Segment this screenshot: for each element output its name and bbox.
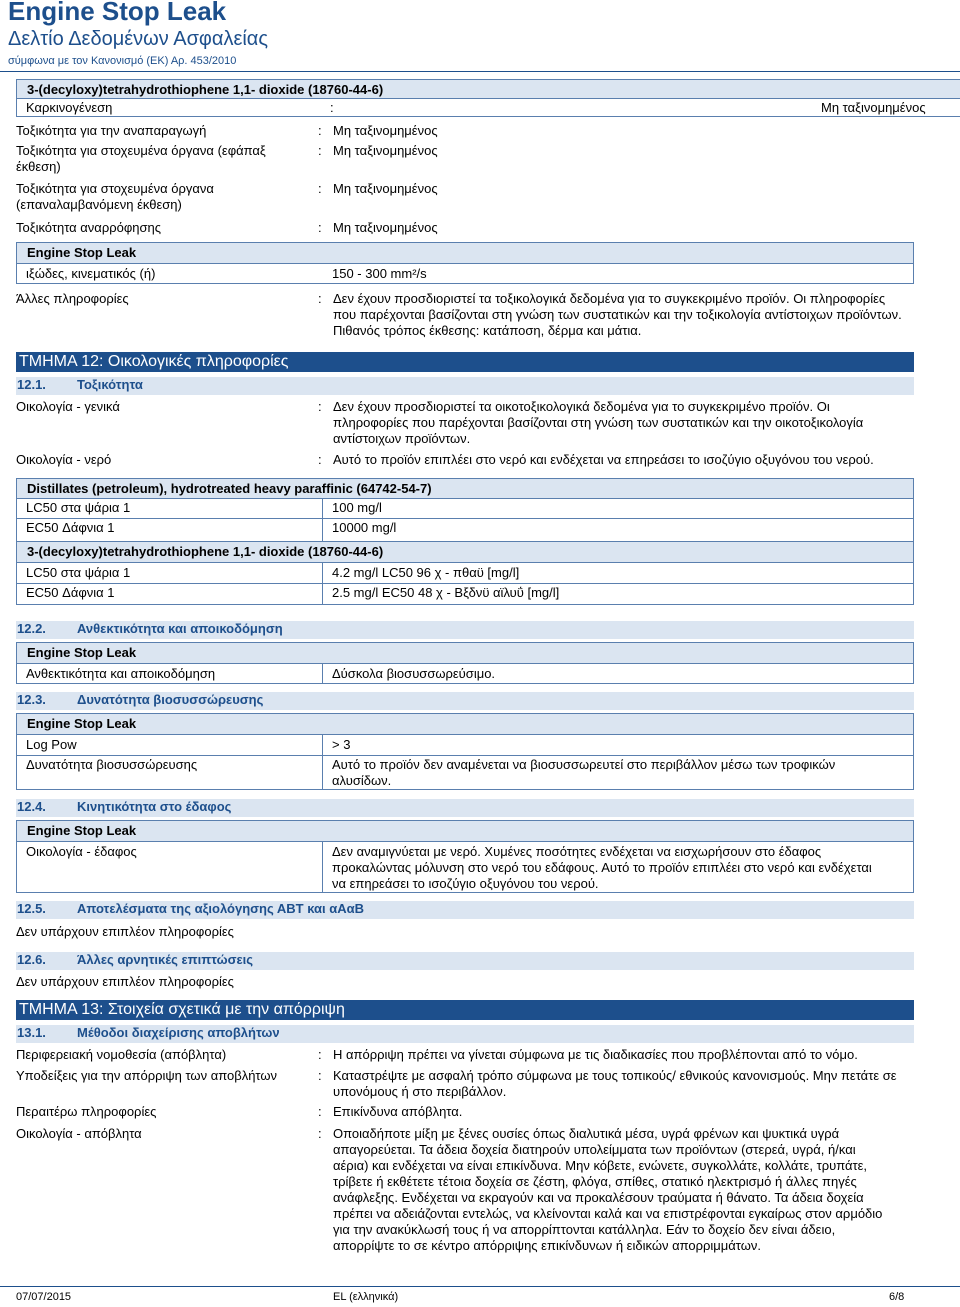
tox-row-value: Μη ταξινομημένος bbox=[333, 123, 438, 138]
subsection-title: Τοξικότητα bbox=[77, 377, 143, 392]
colon: : bbox=[318, 1104, 322, 1119]
viscosity-label: ιξώδες, κινεματικός (ή) bbox=[26, 266, 156, 281]
bioaccumulation-value: Αυτό το προϊόν δεν αναμένεται να βιοσυσσωρευτεί στο περιβάλλον μέσω των τροφικών αλυσίδων. bbox=[332, 757, 836, 788]
colon: : bbox=[318, 220, 322, 235]
waste-row-label: Υποδείξεις για την απόρριψη των αποβλήτων bbox=[16, 1068, 278, 1083]
footer-date: 07/07/2015 bbox=[16, 1291, 72, 1303]
tox-row-label: Τοξικότητα αναρρόφησης bbox=[16, 220, 162, 235]
subsection-12-5 bbox=[16, 901, 914, 919]
subsection-number: 12.6. bbox=[17, 952, 46, 967]
waste-row-value: Επικίνδυνα απόβλητα. bbox=[333, 1104, 463, 1119]
tox-row-label: Τοξικότητα για στοχευμένα όργανα (επαναλαμβανόμενη έκθεση) bbox=[16, 181, 214, 212]
box-title: 3-(decyloxy)tetrahydrothiophene 1,1- dioxide (18760-44-6) bbox=[17, 80, 960, 99]
waste-row-value: Καταστρέψτε με ασφαλή τρόπο σύμφωνα με τους τοπικούς/ εθνικούς κανονισμούς. Μην πετάτε σε υπονόμους ή στο περιβάλλον. bbox=[333, 1068, 897, 1099]
col-divider bbox=[322, 735, 323, 789]
subsection-number: 12.2. bbox=[17, 621, 46, 636]
box-title: Engine Stop Leak bbox=[17, 243, 913, 264]
subsection-title: Δυνατότητα βιοσυσσώρευσης bbox=[77, 692, 264, 707]
subsection-number: 12.4. bbox=[17, 799, 46, 814]
waste-row-label: Περαιτέρω πληροφορίες bbox=[16, 1104, 157, 1119]
carcinogenicity-label: Καρκινογένεση bbox=[26, 100, 113, 115]
soil-value: Δεν αναμιγνύεται με νερό. Χυμένες ποσότητες ενδέχεται να εισχωρήσουν στο έδαφος προκαλώντας μόλυνση στο νερό του εδάφους. Αυτό το προϊόν επιπλέει στο νερό και ενδέχεται να επηρεάσει το ισοζύγιο οξυγόνου του νερού. bbox=[332, 844, 872, 891]
footer-language: EL (ελληνικά) bbox=[333, 1291, 399, 1303]
tox-row-value: Μη ταξινομημένος bbox=[333, 220, 438, 235]
table-title-distillates: Distillates (petroleum), hydrotreated heavy paraffinic (64742-54-7) bbox=[17, 479, 913, 499]
waste-row-value: Οποιαδήποτε μίξη με ξένες ουσίες όπως διαλυτικά μέσα, υγρά φρένων και ψυκτικά υγρά απαγορεύεται. Τα άδεια δοχεία διατηρούν υπολείμματα των προϊόντων (στερεά, υγρά, ή/και αέρια) και ενδέχεται να είναι επικίνδυνα. Μην κόβετε, ενώνετε, συγκολλάτε, κολλάτε, τρυπάτε, τρίβετε ή εκθέτετε τέτοια δοχεία σε ζέστη, φλόγα, σπίθες, στατικό ηλεκτρισμό ή άλλες πηγές ανάφλεξης. Ενδέχεται να εκραγούν και να προκαλέσουν τραύματα ή θάνατο. Τα άδεια δοχεία πρέπει να αδειάζονται εντελώς, να κλείνονται καλά και να επιστρέφονται εγκαίρως στον αρμόδιο για την ανακύκλωσή τους ή να απορρίπτονται κατάλληλα. Εάν το δοχείο δεν είναι άδειο, απορρίψτε το σε κέντρο απόρριψης επικίνδυνων ή ειδικών απορριμμάτων. bbox=[333, 1126, 883, 1253]
log-pow-value: > 3 bbox=[332, 737, 351, 752]
eco-general-value: Δεν έχουν προσδιοριστεί τα οικοτοξικολογικά δεδομένα για το συγκεκριμένο προϊόν. Οι πληροφορίες που παρέχονται βασίζονται στη γνώση των συστατικών και την οικοτοξικολογία αντίστοιχων προϊόντων. bbox=[333, 399, 864, 446]
row-divider bbox=[17, 518, 913, 519]
box-title: Engine Stop Leak bbox=[17, 643, 913, 664]
box-title: Engine Stop Leak bbox=[17, 821, 913, 842]
subsection-12-1 bbox=[16, 377, 914, 395]
subsection-12-2 bbox=[16, 621, 914, 639]
section-13-header: ΤΜΗΜΑ 13: Στοιχεία σχετικά με την απόρριψη bbox=[16, 1000, 914, 1020]
carcinogenicity-value: Μη ταξινομημένος bbox=[821, 100, 926, 115]
col-divider bbox=[322, 499, 323, 541]
ec50-daphnia-label: EC50 Δάφνια 1 bbox=[26, 520, 115, 535]
viscosity-value: 150 - 300 mm²/s bbox=[332, 266, 427, 281]
waste-row-value: Η απόρριψη πρέπει να γίνεται σύμφωνα με τις διαδικασίες που προβλέπονται από το νόμο. bbox=[333, 1047, 858, 1062]
subsection-12-6 bbox=[16, 952, 914, 970]
document-subtitle: Δελτίο Δεδομένων Ασφαλείας bbox=[8, 28, 269, 50]
other-info-value: Δεν έχουν προσδιοριστεί τα τοξικολογικά δεδομένα για το συγκεκριμένο προϊόν. Οι πληροφορίες που παρέχονται βασίζονται στη γνώση των συστατικών και την τοξικολογία αντίστοιχων προϊόντων. Πιθανός τρόπος έκθεσης: κατάποση, δέρμα και μάτια. bbox=[333, 291, 902, 338]
ec50-daphnia-label: EC50 Δάφνια 1 bbox=[26, 585, 115, 600]
soil-label: Οικολογία - έδαφος bbox=[26, 844, 137, 859]
tox-row-value: Μη ταξινομημένος bbox=[333, 143, 438, 158]
ec50-daphnia-value: 2.5 mg/l EC50 48 χ - Βξδνϋ αϊλυΰ [mg/l] bbox=[332, 585, 560, 600]
colon: : bbox=[318, 123, 322, 138]
subsection-number: 12.5. bbox=[17, 901, 46, 916]
document-title: Engine Stop Leak bbox=[8, 0, 227, 26]
colon: : bbox=[318, 1047, 322, 1062]
tox-row-label: Τοξικότητα για την αναπαραγωγή bbox=[16, 123, 207, 138]
subsection-title: Άλλες αρνητικές επιπτώσεις bbox=[77, 952, 254, 967]
carcinogenicity-box bbox=[16, 79, 960, 117]
ecotox-table bbox=[16, 478, 914, 605]
col-divider bbox=[322, 563, 323, 605]
colon: : bbox=[318, 1126, 322, 1141]
row-divider bbox=[17, 583, 913, 584]
tox-row-label: Τοξικότητα για στοχευμένα όργανα (εφάπαξ έκθεση) bbox=[16, 143, 266, 174]
colon: : bbox=[318, 291, 322, 306]
section-12-header: ΤΜΗΜΑ 12: Οικολογικές πληροφορίες bbox=[16, 352, 914, 372]
subsection-number: 13.1. bbox=[17, 1025, 46, 1040]
lc50-fish-value: 100 mg/l bbox=[332, 500, 382, 515]
colon: : bbox=[318, 452, 322, 467]
persistence-box bbox=[16, 642, 914, 684]
waste-row-label: Οικολογία - απόβλητα bbox=[16, 1126, 142, 1141]
col-divider bbox=[322, 842, 323, 892]
persistence-label: Ανθεκτικότητα και αποικοδόμηση bbox=[26, 666, 216, 681]
colon: : bbox=[318, 181, 322, 196]
subsection-12-4 bbox=[16, 799, 914, 817]
row-divider bbox=[17, 755, 913, 756]
col-divider bbox=[322, 664, 323, 684]
subsection-12-3 bbox=[16, 692, 914, 710]
viscosity-box bbox=[16, 242, 914, 284]
footer-divider bbox=[0, 1286, 960, 1287]
eco-general-label: Οικολογία - γενικά bbox=[16, 399, 120, 414]
subsection-13-1 bbox=[16, 1025, 914, 1043]
lc50-fish-label: LC50 στα ψάρια 1 bbox=[26, 500, 131, 515]
other-effects-text: Δεν υπάρχουν επιπλέον πληροφορίες bbox=[16, 974, 234, 989]
lc50-fish-value: 4.2 mg/l LC50 96 χ - πθαϋ [mg/l] bbox=[332, 565, 520, 580]
eco-water-value: Αυτό το προϊόν επιπλέει στο νερό και ενδέχεται να επηρεάσει το ισοζύγιο οξυγόνου του νερού. bbox=[333, 452, 874, 467]
pbt-text: Δεν υπάρχουν επιπλέον πληροφορίες bbox=[16, 924, 234, 939]
log-pow-label: Log Pow bbox=[26, 737, 77, 752]
other-info-label: Άλλες πληροφορίες bbox=[16, 291, 129, 306]
table-title-decyloxy: 3-(decyloxy)tetrahydrothiophene 1,1- dioxide (18760-44-6) bbox=[17, 541, 913, 563]
tox-row-value: Μη ταξινομημένος bbox=[333, 181, 438, 196]
subsection-title: Ανθεκτικότητα και αποικοδόμηση bbox=[77, 621, 283, 636]
box-title: Engine Stop Leak bbox=[17, 714, 913, 735]
footer-page: 6/8 bbox=[889, 1291, 905, 1303]
eco-water-label: Οικολογία - νερό bbox=[16, 452, 112, 467]
colon: : bbox=[318, 399, 322, 414]
colon: : bbox=[318, 143, 322, 158]
colon: : bbox=[330, 100, 334, 115]
bioaccumulation-label: Δυνατότητα βιοσυσσώρευσης bbox=[26, 757, 198, 772]
subsection-title: Μέθοδοι διαχείρισης αποβλήτων bbox=[77, 1025, 280, 1040]
persistence-value: Δύσκολα βιοσυσσωρεύσιμο. bbox=[332, 666, 496, 681]
subsection-number: 12.3. bbox=[17, 692, 46, 707]
regulation-note: σύμφωνα με τον Κανονισμό (ΕΚ) Αρ. 453/2010 bbox=[8, 55, 237, 67]
ec50-daphnia-value: 10000 mg/l bbox=[332, 520, 397, 535]
header-divider bbox=[0, 71, 960, 72]
subsection-title: Αποτελέσματα της αξιολόγησης ΑΒΤ και αΑαΒ bbox=[77, 901, 364, 916]
lc50-fish-label: LC50 στα ψάρια 1 bbox=[26, 565, 131, 580]
colon: : bbox=[318, 1068, 322, 1083]
subsection-title: Κινητικότητα στο έδαφος bbox=[77, 799, 232, 814]
bioaccumulation-box bbox=[16, 713, 914, 790]
subsection-number: 12.1. bbox=[17, 377, 46, 392]
waste-row-label: Περιφερειακή νομοθεσία (απόβλητα) bbox=[16, 1047, 227, 1062]
soil-mobility-box bbox=[16, 820, 914, 893]
